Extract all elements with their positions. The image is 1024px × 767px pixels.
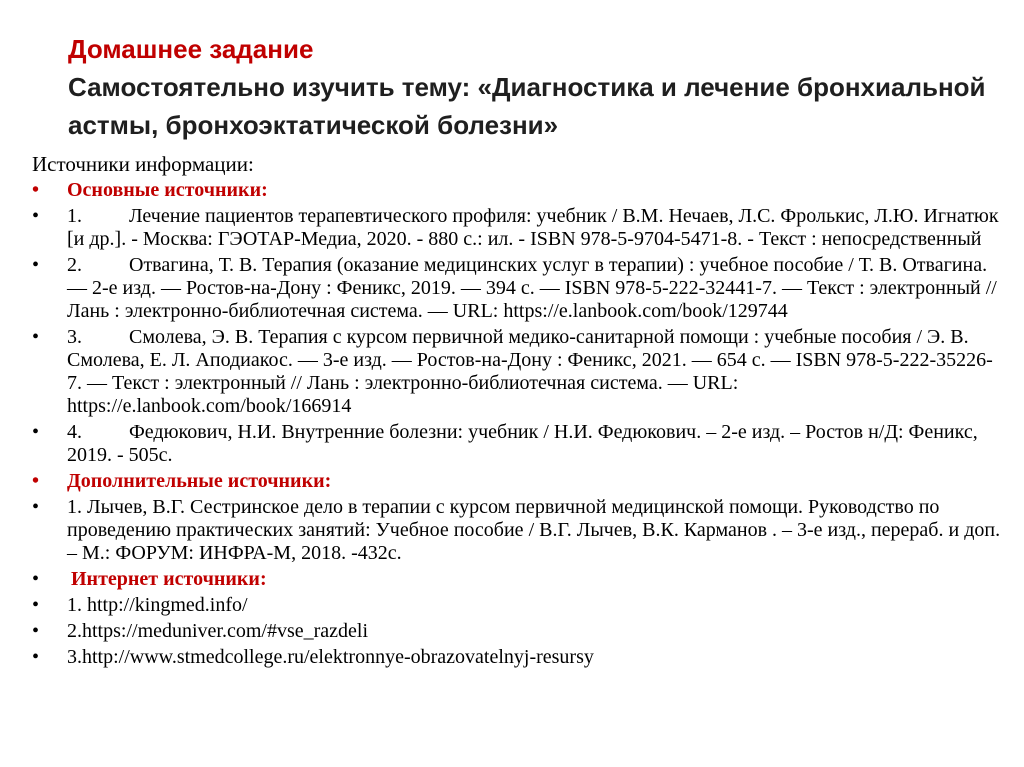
bullet-icon: • [32, 205, 40, 227]
list-item [32, 326, 1007, 418]
item-text: Отвагина, Т. В. Терапия (оказание медицинских услуг в терапии) : учебное пособие / Т. В. Отвагина. — 2-е изд. — Ростов-на-Дону : Феникс, 2019. — 394 с. — ISBN 978-5-222-32441-7. — Текст : электронный // Лань : электронно-библиотечная система. — URL: https://e.lanbook.com/book/129744 [67, 254, 997, 322]
list-item [32, 594, 1007, 617]
title-topic: Самостоятельно изучить тему: «Диагностика и лечение бронхиальной астмы, бронхоэктатической болезни» [68, 72, 986, 140]
bullet-icon: • [32, 421, 40, 443]
list-item [32, 496, 1007, 565]
sources-label: Источники информации: [32, 152, 254, 176]
bullet-icon: • [32, 496, 40, 518]
link-text: 1. http://kingmed.info/ [67, 594, 248, 616]
link-text: 2.https://meduniver.com/#vse_razdeli [67, 620, 369, 642]
bullet-icon: • [32, 254, 40, 276]
sources-content [32, 153, 1007, 672]
item-text: Лечение пациентов терапевтического профиля: учебник / В.М. Нечаев, Л.С. Фролькис, Л.Ю. Игнатюк [и др.]. - Москва: ГЭОТАР-Медиа, 2020. - 880 с.: ил. - ISBN 978-5-9704-5471-8. - Текст : непосредственный [67, 205, 999, 250]
extra-sources-heading-item [32, 470, 1007, 493]
list-item [32, 620, 1007, 643]
item-text: 1. Лычев, В.Г. Сестринское дело в терапии с курсом первичной медицинской помощи. Руководство по проведению практических занятий: Учебное пособие / В.Г. Лычев, В.К. Карманов . – 3-е изд., перераб. и доп. – М.: ФОРУМ: ИНФРА-М, 2018. -432с. [67, 496, 1001, 564]
bullet-icon: • [32, 179, 40, 201]
list-item [32, 646, 1007, 669]
bullet-icon: • [32, 594, 40, 616]
extra-sources-heading: Дополнительные источники: [67, 470, 332, 492]
bullet-icon: • [32, 620, 40, 642]
list-item [32, 205, 1007, 251]
internet-sources-heading-item [32, 568, 1007, 591]
bullet-icon: • [32, 646, 40, 668]
item-number: 4. [67, 421, 82, 443]
item-text: Смолева, Э. В. Терапия с курсом первичной медико-санитарной помощи : учебные пособия / Э. В. Смолева, Е. Л. Аподиакос. — 3-е изд. — Ростов-на-Дону : Феникс, 2021. — 654 с. — ISBN 978-5-222-35226-7. — Текст : электронный // Лань : электронно-библиотечная система. — URL: https://e.lanbook.com/book/166914 [67, 326, 993, 417]
slide-title [68, 30, 998, 144]
list-item [32, 254, 1007, 323]
item-number: 2. [67, 254, 82, 276]
list-item [32, 421, 1007, 467]
bullet-icon: • [32, 470, 40, 492]
link-text: 3.http://www.stmedcollege.ru/elektronnye-obrazovatelnyj-resursy [67, 646, 594, 668]
bullet-icon: • [32, 326, 40, 348]
main-sources-heading-item [32, 179, 1007, 202]
bullet-icon: • [32, 568, 40, 590]
item-number: 3. [67, 326, 82, 348]
internet-sources-heading: Интернет источники: [71, 568, 267, 590]
title-homework: Домашнее задание [68, 34, 314, 64]
item-number: 1. [67, 205, 82, 227]
main-sources-heading: Основные источники: [67, 179, 268, 201]
item-text: Федюкович, Н.И. Внутренние болезни: учебник / Н.И. Федюкович. – 2-е изд. – Ростов н/Д: Феникс, 2019. - 505с. [67, 421, 978, 466]
